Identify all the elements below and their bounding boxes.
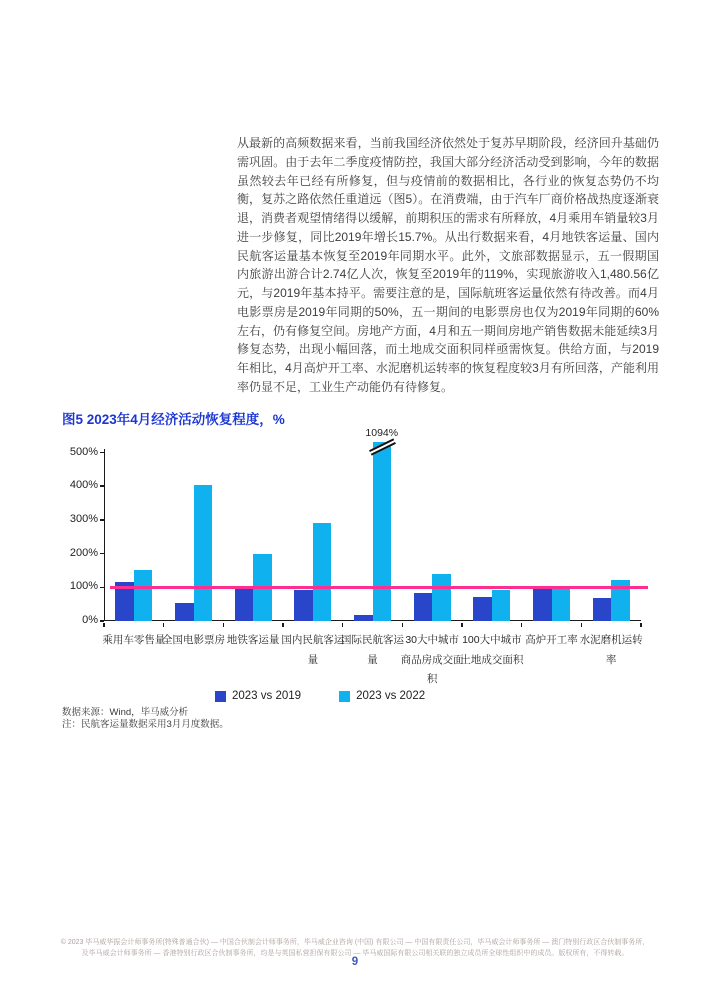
x-axis-tick [103, 623, 105, 628]
x-axis-category-label: 高炉开工率 [525, 634, 578, 646]
x-axis-tick [521, 623, 523, 628]
y-axis-tick [100, 452, 105, 454]
bar-2023-vs-2019 [175, 603, 194, 621]
bar-2023-vs-2019 [473, 597, 492, 621]
bar-2023-vs-2022 [373, 442, 392, 621]
x-axis-tick [342, 623, 344, 628]
y-axis-label: 200% [69, 546, 98, 559]
y-axis-label: 400% [69, 479, 98, 492]
x-axis-category-label: 100大中城市土地成交面积 [460, 634, 524, 666]
legend-label-2019: 2023 vs 2019 [232, 690, 302, 702]
legend-swatch-2019 [215, 691, 226, 702]
legend-label-2022: 2023 vs 2022 [356, 690, 426, 702]
legal-footer-line2: 及毕马威会计师事务所 — 香港特别行政区合伙制事务所，均是与英国私营担保有限公司 — 毕马威国际有限公司相关联的独立成员所全球性组织中的成员。版权所有，不得转载。 [81, 949, 629, 957]
x-axis-category-label: 国际民航客运量 [341, 634, 404, 666]
x-axis-tick [581, 623, 583, 628]
legend-item-2019 [215, 690, 301, 702]
x-axis-tick [282, 623, 284, 628]
bar-2023-vs-2019 [354, 615, 373, 621]
x-axis-tick [402, 623, 404, 628]
y-axis-label: 0% [82, 614, 98, 626]
chart-legend [215, 690, 425, 702]
legend-swatch-2022 [339, 691, 350, 702]
bar-2023-vs-2022 [313, 523, 332, 621]
page-number: 9 [351, 956, 359, 968]
bar-2023-vs-2022 [194, 485, 213, 621]
bar-2023-vs-2019 [235, 589, 254, 621]
figure-caption: 图5 2023年4月经济活动恢复程度，% [62, 412, 285, 427]
x-axis-category-label: 乘用车零售量 [102, 634, 166, 646]
x-axis-category-label: 水泥磨机运转率 [579, 634, 643, 666]
x-axis-category-label: 地铁客运量 [226, 634, 280, 646]
legend-item-2022 [339, 690, 425, 702]
x-axis-tick [163, 623, 165, 628]
bar-2023-vs-2019 [593, 598, 612, 621]
bar-2023-vs-2019 [294, 590, 313, 621]
y-axis-tick [100, 519, 105, 521]
bar-2023-vs-2019 [533, 588, 552, 621]
y-axis-tick [100, 485, 105, 487]
x-axis-category-label: 国内民航客运量 [281, 634, 345, 666]
y-axis-label: 500% [69, 445, 98, 458]
bar-2023-vs-2022 [552, 588, 571, 621]
body-paragraph: 从最新的高频数据来看，当前我国经济依然处于复苏早期阶段，经济回升基础仍需巩固。由于去年二季度疫情防控，我国大部分经济活动受到影响，今年的数据虽然较去年已经有所修复，但与疫情前的数据相比，各行业的恢复态势仍不均衡，复苏之路依然任重道远（图5）。在消费端，由于汽车厂商价格战热度逐渐衰退，消费者观望情绪得以缓解，前期积压的需求有所释放，4月乘用车销量较3月进一步修复，同比2019年增长15.7%。从出行数据来看，4月地铁客运量、国内民航客运量基本恢复至2019年同期水平。此外，文旅部数据显示，五一假期国内旅游出游合计2.74亿人次，恢复至2019年的119%，实现旅游收入1,480.56亿元，与2019年基本持平。需要注意的是，国际航班客运量依然有待改善。而4月电影票房是2019年同期的50%，五一期间的电影票房也仅为2019年同期的60%左右，仍有修复空间。房地产方面，4月和五一期间房地产销售数据未能延续3月修复态势，出现小幅回落，而土地成交面积同样亟需恢复。供给方面，与2019年相比，4月高炉开工率、水泥磨机运转率的恢复程度较3月有所回落，产能利用率仍显不足，工业生产动能仍有待修复。 [237, 136, 659, 394]
footnote: 注：民航客运量数据采用3月月度数据。 [62, 719, 229, 730]
x-axis-tick [461, 623, 463, 628]
bar-2023-vs-2019 [414, 593, 433, 621]
bar-2023-vs-2022 [492, 590, 511, 621]
x-axis-category-label: 30大中城市商品房成交面积 [400, 634, 464, 685]
x-axis-tick [223, 623, 225, 628]
data-source-note: 数据来源：Wind，毕马威分析 [62, 707, 189, 718]
legal-footer-line1: © 2023 毕马威华振会计师事务所(特殊普通合伙) — 中国合伙制会计师事务所，毕马威企业咨询 (中国) 有限公司 — 中国有限责任公司，毕马威会计师事务所 — 澳门特别行政区合伙制事务所， [60, 939, 650, 946]
bar-value-annotation: 1094% [365, 427, 399, 439]
reference-line-100pct [110, 586, 648, 589]
y-axis-tick [100, 587, 105, 589]
y-axis-label: 100% [69, 580, 98, 593]
y-axis-label: 300% [69, 512, 98, 525]
x-axis-tick [640, 623, 642, 628]
bar-2023-vs-2022 [432, 574, 451, 621]
x-axis-category-label: 全国电影票房 [162, 634, 225, 646]
y-axis-tick [100, 553, 105, 555]
bar-2023-vs-2022 [134, 570, 153, 621]
